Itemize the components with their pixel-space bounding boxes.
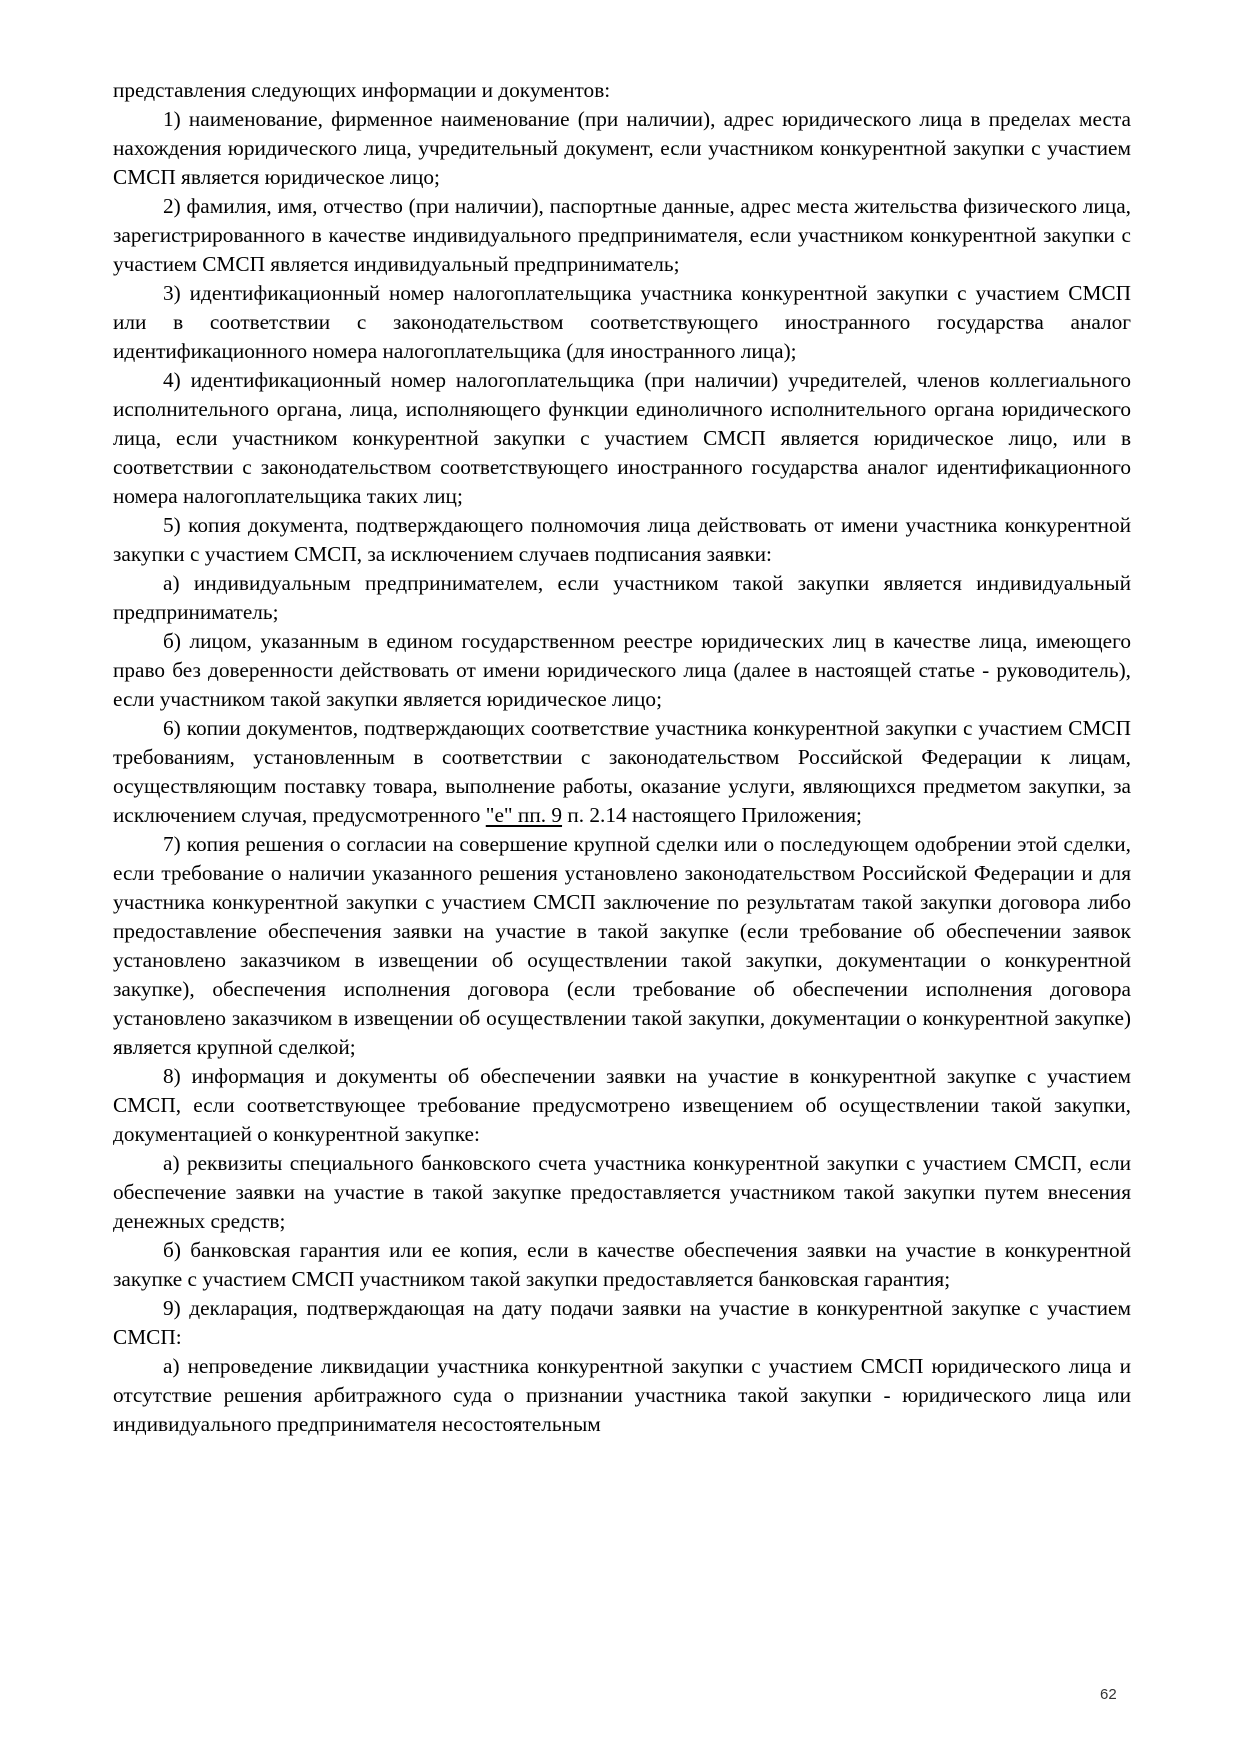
text-body [113,76,1131,1439]
item-8: 8) информация и документы об обеспечении заявки на участие в конкурентной закупке с участием СМСП, если соответствующее требование предусмотрено извещением об осуществлении такой закупки, документацией о конкурентной закупке: [113,1064,1131,1146]
continuation-line: представления следующих информации и документов: [113,78,611,102]
item-9-sub-a: а) непроведение ликвидации участника конкурентной закупки с участием СМСП юридического лица и отсутствие решения арбитражного суда о признании участника такой закупки - юридического лица или индивидуального предпринимателя несостоятельным [113,1354,1131,1436]
item-5-sub-b: б) лицом, указанным в едином государственном реестре юридических лиц в качестве лица, имеющего право без доверенности действовать от имени юридического лица (далее в настоящей статье - руководитель), если участником такой закупки является юридическое лицо; [113,629,1131,711]
item-6-text-before-link: 6) копии документов, подтверждающих соответствие участника конкурентной закупки с участием СМСП требованиям, установленным в соответствии с законодательством Российской Федерации к лицам, осуществляющим поставку товара, выполнение работы, оказание услуги, являющихся предметом закупки, за исключением случая, предусмотренного [113,716,1131,827]
item-6-text-after-link: п. 2.14 настоящего Приложения; [562,803,862,827]
item-7: 7) копия решения о согласии на совершение крупной сделки или о последующем одобрении этой сделки, если требование о наличии указанного решения установлено законодательством Российской Федерации и для участника конкурентной закупки с участием СМСП заключение по результатам такой закупки договора либо предоставление обеспечения заявки на участие в такой закупке (если требование об обеспечении заявок установлено заказчиком в извещении об осуществлении такой закупки, документации о конкурентной закупке), обеспечения исполнения договора (если требование об обеспечении исполнения договора установлено заказчиком в извещении об осуществлении такой закупки, документации о конкурентной закупке) является крупной сделкой; [113,832,1131,1059]
item-8-sub-b: б) банковская гарантия или ее копия, если в качестве обеспечения заявки на участие в конкурентной закупке с участием СМСП участником такой закупки предоставляется банковская гарантия; [113,1238,1131,1291]
page-number: 62 [1100,1686,1117,1703]
item-6 [113,714,1131,830]
item-1: 1) наименование, фирменное наименование (при наличии), адрес юридического лица в пределах места нахождения юридического лица, учредительный документ, если участником конкурентной закупки с участием СМСП является юридическое лицо; [113,107,1131,189]
item-2: 2) фамилия, имя, отчество (при наличии), паспортные данные, адрес места жительства физического лица, зарегистрированного в качестве индивидуального предпринимателя, если участником конкурентной закупки с участием СМСП является индивидуальный предприниматель; [113,194,1131,276]
item-9: 9) декларация, подтверждающая на дату подачи заявки на участие в конкурентной закупке с участием СМСП: [113,1296,1131,1349]
item-3: 3) идентификационный номер налогоплательщика участника конкурентной закупки с участием СМСП или в соответствии с законодательством соответствующего иностранного государства аналог идентификационного номера налогоплательщика (для иностранного лица); [113,281,1131,363]
item-5: 5) копия документа, подтверждающего полномочия лица действовать от имени участника конкурентной закупки с участием СМСП, за исключением случаев подписания заявки: [113,513,1131,566]
item-4: 4) идентификационный номер налогоплательщика (при наличии) учредителей, членов коллегиального исполнительного органа, лица, исполняющего функции единоличного исполнительного органа юридического лица, если участником конкурентной закупки с участием СМСП является юридическое лицо, или в соответствии с законодательством соответствующего иностранного государства аналог идентификационного номера налогоплательщика таких лиц; [113,368,1131,508]
reference-link-e-pp-9[interactable]: "е" пп. 9 [485,803,563,827]
item-5-sub-a: а) индивидуальным предпринимателем, если участником такой закупки является индивидуальный предприниматель; [113,571,1131,624]
item-8-sub-a: а) реквизиты специального банковского счета участника конкурентной закупки с участием СМСП, если обеспечение заявки на участие в такой закупке предоставляется участником такой закупки путем внесения денежных средств; [113,1151,1131,1233]
